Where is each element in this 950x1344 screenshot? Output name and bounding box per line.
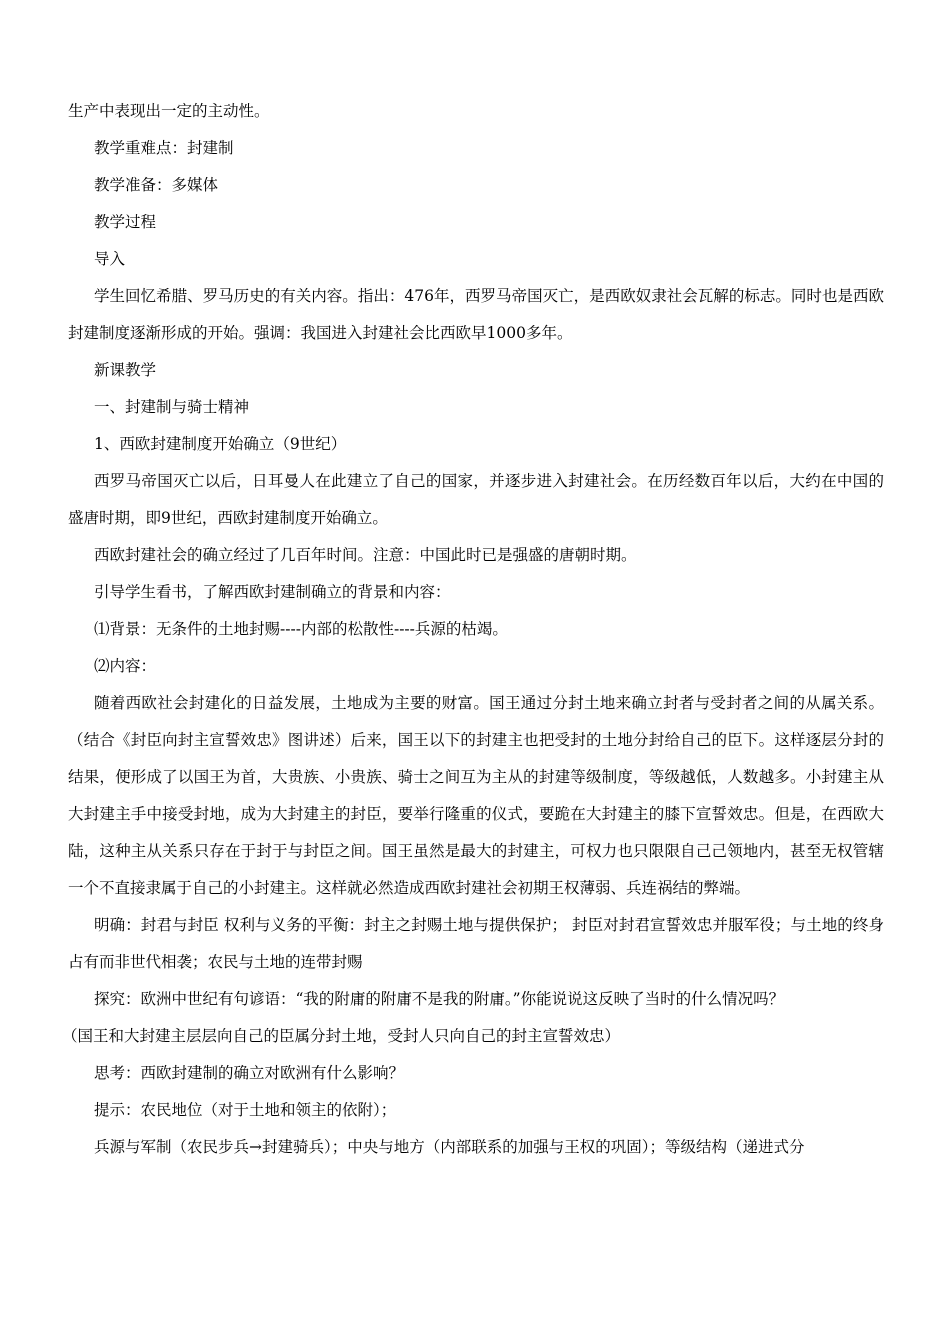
paragraph-new-lesson: 新课教学 [94, 361, 157, 379]
paragraph-establishment-note: 西欧封建社会的确立经过了几百年时间。注意：中国此时已是强盛的唐朝时期。 [94, 546, 637, 564]
paragraph-hint: 提示：农民地位（对于土地和领主的依附）； [94, 1101, 397, 1119]
paragraph-introduction-heading: 导入 [94, 250, 126, 268]
paragraph-explore-answer: （国王和大封建主层层向自己的臣属分封土地，受封人只向自己的封主宣誓效忠） [62, 1027, 621, 1045]
paragraph-content-heading: ⑵内容： [94, 657, 157, 675]
paragraph-hint-continued: 兵源与军制（农民步兵→封建骑兵）；中央与地方（内部联系的加强与王权的巩固）；等级结构（递进式分 [94, 1138, 805, 1156]
paragraph-introduction-body: 学生回忆希腊、罗马历史的有关内容。指出：476年，西罗马帝国灭亡，是西欧奴隶社会瓦解的标志。同时也是西欧封建制度逐渐形成的开始。强调：我国进入封建社会比西欧早1000多年。 [68, 287, 884, 342]
paragraph-background: ⑴背景：无条件的土地封赐----内部的松散性----兵源的枯竭。 [94, 620, 508, 638]
paragraph-clarify: 明确：封君与封臣 权利与义务的平衡：封主之封赐土地与提供保护； 封臣对封君宣誓效忠并服军役；与土地的终身占有而非世代相袭；农民与土地的连带封赐 [68, 916, 884, 971]
paragraph-intro-continuation: 生产中表现出一定的主动性。 [68, 102, 270, 120]
paragraph-western-rome-fall: 西罗马帝国灭亡以后，日耳曼人在此建立了自己的国家，并逐步进入封建社会。在历经数百年以后，大约在中国的盛唐时期，即9世纪，西欧封建制度开始确立。 [68, 472, 884, 527]
paragraph-preparation: 教学准备：多媒体 [94, 176, 219, 194]
paragraph-explore: 探究：欧洲中世纪有句谚语：“我的附庸的附庸不是我的附庸。”你能说说这反映了当时的什么情况吗？ [94, 990, 785, 1008]
document-body [62, 93, 884, 1166]
subsection-heading-establishment: 1、西欧封建制度开始确立（9世纪） [94, 435, 347, 453]
paragraph-key-difficulty: 教学重难点：封建制 [94, 139, 234, 157]
paragraph-teaching-process: 教学过程 [94, 213, 157, 231]
paragraph-content-body: 随着西欧社会封建化的日益发展，土地成为主要的财富。国王通过分封土地来确立封者与受封者之间的从属关系。（结合《封臣向封主宣誓效忠》图讲述）后来，国王以下的封建主也把受封的土地分封给自己的臣下。这样逐层分封的结果，便形成了以国王为首，大贵族、小贵族、骑士之间互为主从的封建等级制度，等级越低，人数越多。小封建主从大封建主手中接受封地，成为大封建主的封臣，要举行隆重的仪式，要跪在大封建主的膝下宣誓效忠。但是，在西欧大陆，这种主从关系只存在于封于与封臣之间。国王虽然是最大的封建主，可权力也只限限自己己领地内，甚至无权管辖一个不直接隶属于自己的小封建主。这样就必然造成西欧封建社会初期王权薄弱、兵连祸结的弊端。 [68, 694, 884, 897]
section-heading-feudalism: 一、封建制与骑士精神 [94, 398, 250, 416]
paragraph-guide-reading: 引导学生看书，了解西欧封建制确立的背景和内容： [94, 583, 451, 601]
paragraph-think: 思考：西欧封建制的确立对欧洲有什么影响？ [94, 1064, 405, 1082]
